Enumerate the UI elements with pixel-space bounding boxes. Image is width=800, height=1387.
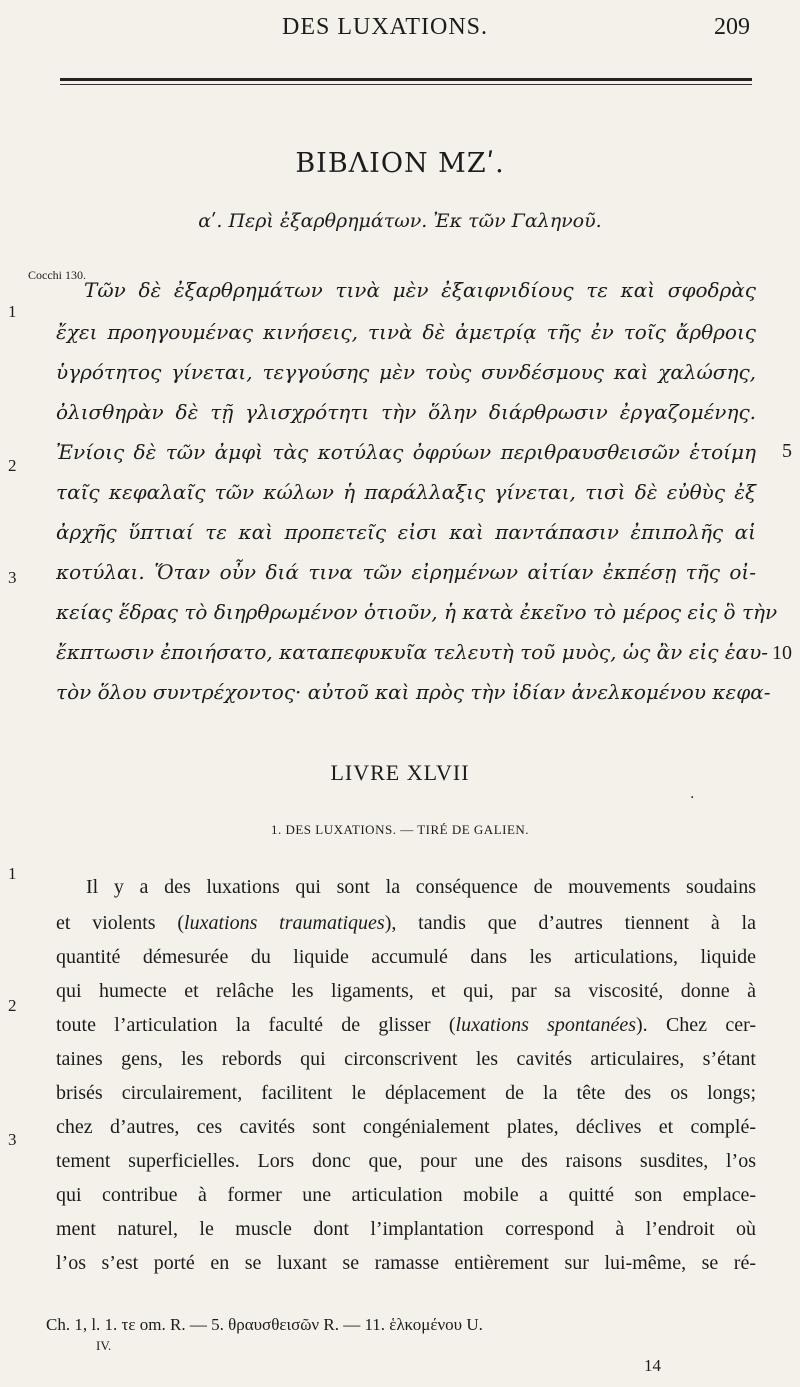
greek-line: κείας ἕδρας τὸ διηρθρωμένον ὁτιοῦν, ἡ κατὰ ἐκεῖνο τὸ μέρος εἰς ὃ τὴν bbox=[56, 600, 778, 624]
greek-paragraph-number: 3 bbox=[8, 568, 17, 587]
greek-line: ἔχει προηγουμένας κινήσεις, τινὰ δὲ ἀμετρίᾳ τῆς ἐν τοῖς ἄρθροις bbox=[56, 320, 756, 344]
greek-line: ἀρχῆς ὕπτιαί τε καὶ προπετεῖς εἰσι καὶ παντάπασιν ἐπιπολῆς αἱ bbox=[56, 520, 756, 544]
running-head-title: DES LUXATIONS. bbox=[282, 14, 488, 40]
page-number: 209 bbox=[714, 14, 750, 40]
greek-paragraph-number: 1 bbox=[8, 302, 17, 321]
french-chapter-title: 1. DES LUXATIONS. — TIRÉ DE GALIEN. bbox=[270, 822, 530, 837]
french-line: l’os s’est porté en se luxant se ramasse entièrement sur lui-même, se ré- bbox=[56, 1252, 756, 1274]
running-head bbox=[270, 14, 790, 54]
greek-line-number: 10 bbox=[772, 642, 792, 664]
french-line: quantité démesurée du liquide accumulé dans les articulations, liquide bbox=[56, 946, 756, 968]
french-line: qui humecte et relâche les ligaments, et qui, par sa viscosité, donne à bbox=[56, 980, 756, 1002]
source-note: Cocchi 130. bbox=[28, 268, 86, 282]
header-rule-thick bbox=[60, 78, 752, 81]
french-line: taines gens, les rebords qui circonscrivent les cavités articulaires, s’étant bbox=[56, 1048, 756, 1070]
greek-line-number: 5 bbox=[782, 440, 792, 462]
french-line: toute l’articulation la faculté de glisser (luxations spontanées). Chez cer- bbox=[56, 1014, 756, 1036]
greek-book-title: ΒΙΒΛΙΟΝ ΜΖʹ. bbox=[295, 148, 505, 179]
greek-line: Τῶν δὲ ἐξαρθρημάτων τινὰ μὲν ἐξαιφνιδίους τε καὶ σφοδρὰς bbox=[84, 278, 756, 302]
critical-apparatus-footnote: Ch. 1, l. 1. τε om. R. — 5. θραυσθεισῶν R. — 11. ἑλκομένου U. bbox=[46, 1315, 483, 1334]
french-line: qui contribue à former une articulation mobile a quitté son emplace- bbox=[56, 1184, 756, 1206]
header-rule-thin bbox=[60, 84, 752, 85]
greek-line: ἔκπτωσιν ἐποιήσατο, καταπεφυκυῖα τελευτὴ τοῦ μυὸς, ὡς ἂν εἰς ἑαυ- bbox=[56, 640, 768, 664]
greek-line: ὑγρότητος γίνεται, τεγγούσης μὲν τοὺς συνδέσμους καὶ χαλώσης, bbox=[56, 360, 756, 384]
french-line: chez d’autres, ces cavités sont congénialement plates, déclives et complé- bbox=[56, 1116, 756, 1138]
greek-paragraph-number: 2 bbox=[8, 456, 17, 475]
greek-line: ταῖς κεφαλαῖς τῶν κώλων ἡ παράλλαξις γίνεται, τισὶ δὲ εὐθὺς ἐξ bbox=[56, 480, 756, 504]
printer-dot: · bbox=[690, 790, 695, 806]
greek-line: κοτύλαι. Ὅταν οὖν διά τινα τῶν εἰρημένων αἰτίαν ἐκπέσῃ τῆς οἰ- bbox=[56, 560, 756, 584]
french-line: brisés circulairement, facilitent le déplacement de la tête des os longs; bbox=[56, 1082, 756, 1104]
french-book-title: LIVRE XLVII bbox=[330, 760, 470, 785]
french-line: tement superficielles. Lors donc que, pour une des raisons susdites, l’os bbox=[56, 1150, 756, 1172]
french-paragraph-number: 1 bbox=[8, 864, 17, 883]
french-paragraph-number: 3 bbox=[8, 1130, 17, 1149]
greek-line: ὀλισθηρὰν δὲ τῇ γλισχρότητι τὴν ὅλην διάρθρωσιν ἐργαζομένης. bbox=[56, 400, 756, 424]
greek-line: τὸν ὅλου συντρέχοντος· αὐτοῦ καὶ πρὸς τὴν ἰδίαν ἀνελκομένου κεφα- bbox=[56, 680, 771, 704]
greek-line: Ἐνίοις δὲ τῶν ἀμφὶ τὰς κοτύλας ὀφρύων περιθραυσθεισῶν ἑτοίμη bbox=[56, 440, 756, 464]
greek-chapter-title: αʹ. Περὶ ἐξαρθρημάτων. Ἐκ τῶν Γαληνοῦ. bbox=[198, 210, 602, 232]
sheet-number: 14 bbox=[644, 1356, 661, 1375]
french-line: et violents (luxations traumatiques), tandis que d’autres tiennent à la bbox=[56, 912, 756, 934]
french-paragraph-number: 2 bbox=[8, 996, 17, 1015]
french-line: Il y a des luxations qui sont la conséquence de mouvements soudains bbox=[86, 876, 756, 898]
french-line: ment naturel, le muscle dont l’implantation correspond à l’endroit où bbox=[56, 1218, 756, 1240]
signature-mark: IV. bbox=[96, 1338, 112, 1353]
